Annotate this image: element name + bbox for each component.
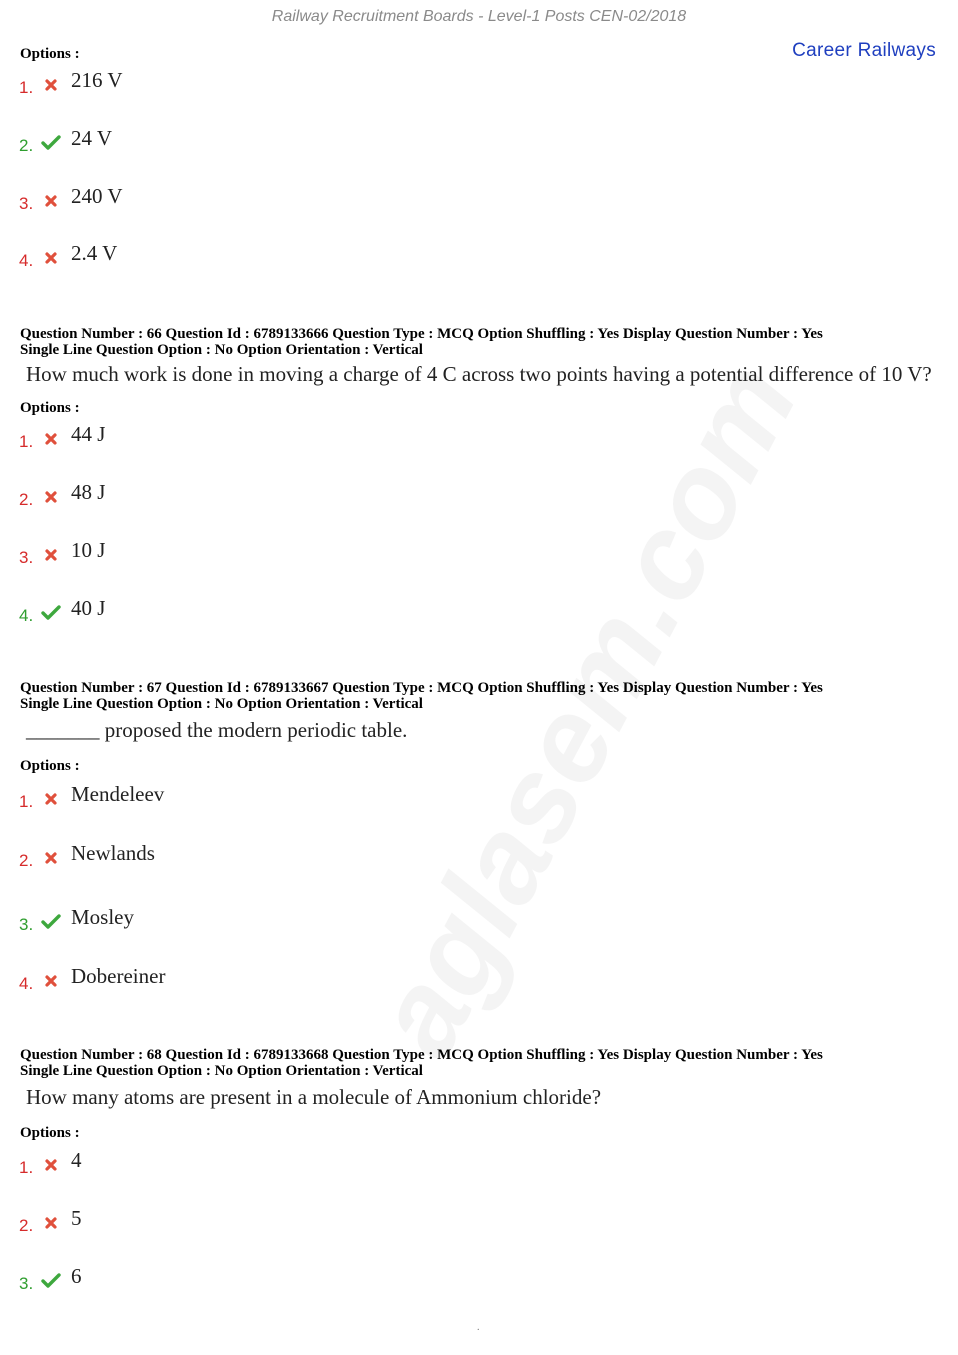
option-number: 1. [19, 1158, 34, 1177]
question-meta: Question Number : 66 Question Id : 6789133666 Question Type : MCQ Option Shuffling : Yes Display Question Number : Yes [20, 326, 823, 342]
wrong-cross-icon [41, 488, 61, 506]
correct-tick-icon [41, 604, 61, 622]
option-item [19, 782, 519, 812]
option-number: 1. [19, 78, 34, 97]
option-text: 40 J [71, 596, 106, 620]
option-number: 4. [19, 251, 34, 270]
question-meta-line2: Single Line Question Option : No Option Orientation : Vertical [20, 342, 423, 358]
wrong-cross-icon [41, 76, 61, 94]
option-item [19, 68, 519, 98]
option-item [19, 126, 519, 156]
option-number: 3. [19, 548, 34, 567]
question-text: _______ proposed the modern periodic table. [26, 718, 408, 742]
option-number: 1. [19, 792, 34, 811]
option-number: 2. [19, 136, 34, 155]
question-meta: Question Number : 68 Question Id : 6789133668 Question Type : MCQ Option Shuffling : Yes Display Question Number : Yes [20, 1047, 823, 1063]
correct-tick-icon [41, 1272, 61, 1290]
page-footer: . [477, 1322, 480, 1333]
wrong-cross-icon [41, 249, 61, 267]
wrong-cross-icon [41, 546, 61, 564]
option-number: 1. [19, 432, 34, 451]
wrong-cross-icon [41, 1214, 61, 1232]
option-text: 240 V [71, 184, 123, 208]
options-label: Options : [20, 400, 80, 416]
option-text: Newlands [71, 841, 155, 865]
option-number: 4. [19, 606, 34, 625]
option-item [19, 184, 519, 214]
option-text: 24 V [71, 126, 113, 150]
option-text: Mendeleev [71, 782, 165, 806]
option-text: Mosley [71, 905, 134, 929]
page-header: Railway Recruitment Boards - Level-1 Posts CEN-02/2018 [271, 8, 687, 25]
option-text: 216 V [71, 68, 123, 92]
question-meta-line2: Single Line Question Option : No Option Orientation : Vertical [20, 1063, 423, 1079]
option-item [19, 422, 519, 452]
question-meta-line2: Single Line Question Option : No Option Orientation : Vertical [20, 696, 423, 712]
brand-label: Career Railways [792, 40, 936, 61]
options-label: Options : [20, 758, 80, 774]
option-number: 3. [19, 915, 34, 934]
question-text: How much work is done in moving a charge of 4 C across two points having a potential difference of 10 V? [26, 362, 932, 386]
option-text: 48 J [71, 480, 106, 504]
option-item [19, 841, 519, 871]
option-item [19, 1264, 519, 1294]
option-number: 2. [19, 1216, 34, 1235]
option-number: 4. [19, 974, 34, 993]
wrong-cross-icon [41, 849, 61, 867]
option-item [19, 1206, 519, 1236]
correct-tick-icon [41, 134, 61, 152]
wrong-cross-icon [41, 1156, 61, 1174]
option-number: 2. [19, 851, 34, 870]
option-item [19, 241, 519, 271]
options-label: Options : [20, 46, 80, 62]
option-text: 10 J [71, 538, 106, 562]
question-meta: Question Number : 67 Question Id : 6789133667 Question Type : MCQ Option Shuffling : Yes Display Question Number : Yes [20, 680, 823, 696]
option-number: 3. [19, 194, 34, 213]
option-item [19, 480, 519, 510]
wrong-cross-icon [41, 192, 61, 210]
option-item [19, 538, 519, 568]
wrong-cross-icon [41, 430, 61, 448]
option-text: 2.4 V [71, 241, 118, 265]
option-text: 5 [71, 1206, 82, 1230]
wrong-cross-icon [41, 790, 61, 808]
option-text: 6 [71, 1264, 82, 1288]
option-item [19, 964, 519, 994]
question-text: How many atoms are present in a molecule of Ammonium chloride? [26, 1085, 602, 1109]
option-item [19, 905, 519, 935]
option-item [19, 596, 519, 626]
option-text: Dobereiner [71, 964, 166, 988]
option-text: 4 [71, 1148, 82, 1172]
option-number: 2. [19, 490, 34, 509]
wrong-cross-icon [41, 972, 61, 990]
option-text: 44 J [71, 422, 106, 446]
option-item [19, 1148, 519, 1178]
option-number: 3. [19, 1274, 34, 1293]
options-label: Options : [20, 1125, 80, 1141]
correct-tick-icon [41, 913, 61, 931]
